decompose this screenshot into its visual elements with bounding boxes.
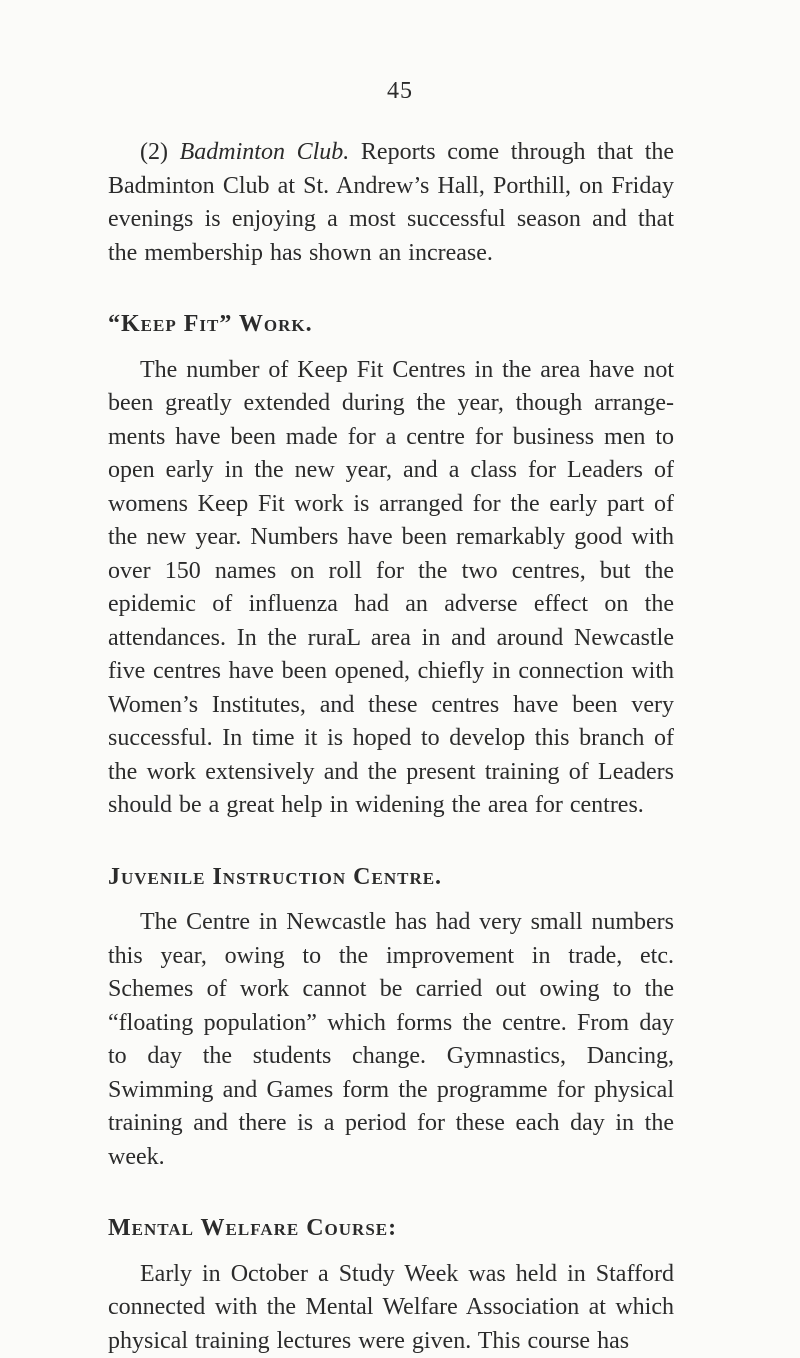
page-content bbox=[108, 136, 674, 1358]
mental-welfare-paragraph: Early in October a Study Week was held in Stafford connected with the Mental Welfare Association at which physical training lectures were given. This course has bbox=[108, 1258, 674, 1358]
keep-fit-paragraph: The number of Keep Fit Centres in the area have not been greatly extended during the year, though arrange-ments have been made for a centre for business men to open early in the new year, and a class for Leaders of womens Keep Fit work is arranged for the early part of the new year. Numbers have been remarkably good with over 150 names on roll for the two centres, but the epidemic of influenza had an adverse effect on the attendances. In the ruraL area in and around Newcastle five centres have been opened, chiefly in connection with Women’s Institutes, and these centres have been very successful. In time it is hoped to develop this branch of the work extensively and the present training of Leaders should be a great help in widening the area for centres. bbox=[108, 354, 674, 823]
juvenile-paragraph: The Centre in Newcastle has had very small numbers this year, owing to the improvement in trade, etc. Schemes of work cannot be carried out owing to the “floating population” which forms the centre. From day to day the students change. Gymnastics, Dancing, Swimming and Games form the programme for physical training and there is a period for these each day in the week. bbox=[108, 906, 674, 1174]
badminton-title: Badminton Club. bbox=[180, 139, 350, 165]
keep-fit-heading: “Keep Fit” Work. bbox=[108, 308, 674, 342]
mental-welfare-heading: Mental Welfare Course: bbox=[108, 1212, 674, 1246]
page-number: 45 bbox=[0, 78, 800, 105]
juvenile-heading: Juvenile Instruction Centre. bbox=[108, 861, 674, 895]
badminton-body: Reports come through that the Badminton Club at St. Andrew’s Hall, Porthill, on Friday evenings is enjoying a most successful season and that the membership has shown an increase. bbox=[108, 139, 674, 266]
badminton-number: (2) bbox=[140, 139, 168, 165]
badminton-paragraph bbox=[108, 136, 674, 270]
